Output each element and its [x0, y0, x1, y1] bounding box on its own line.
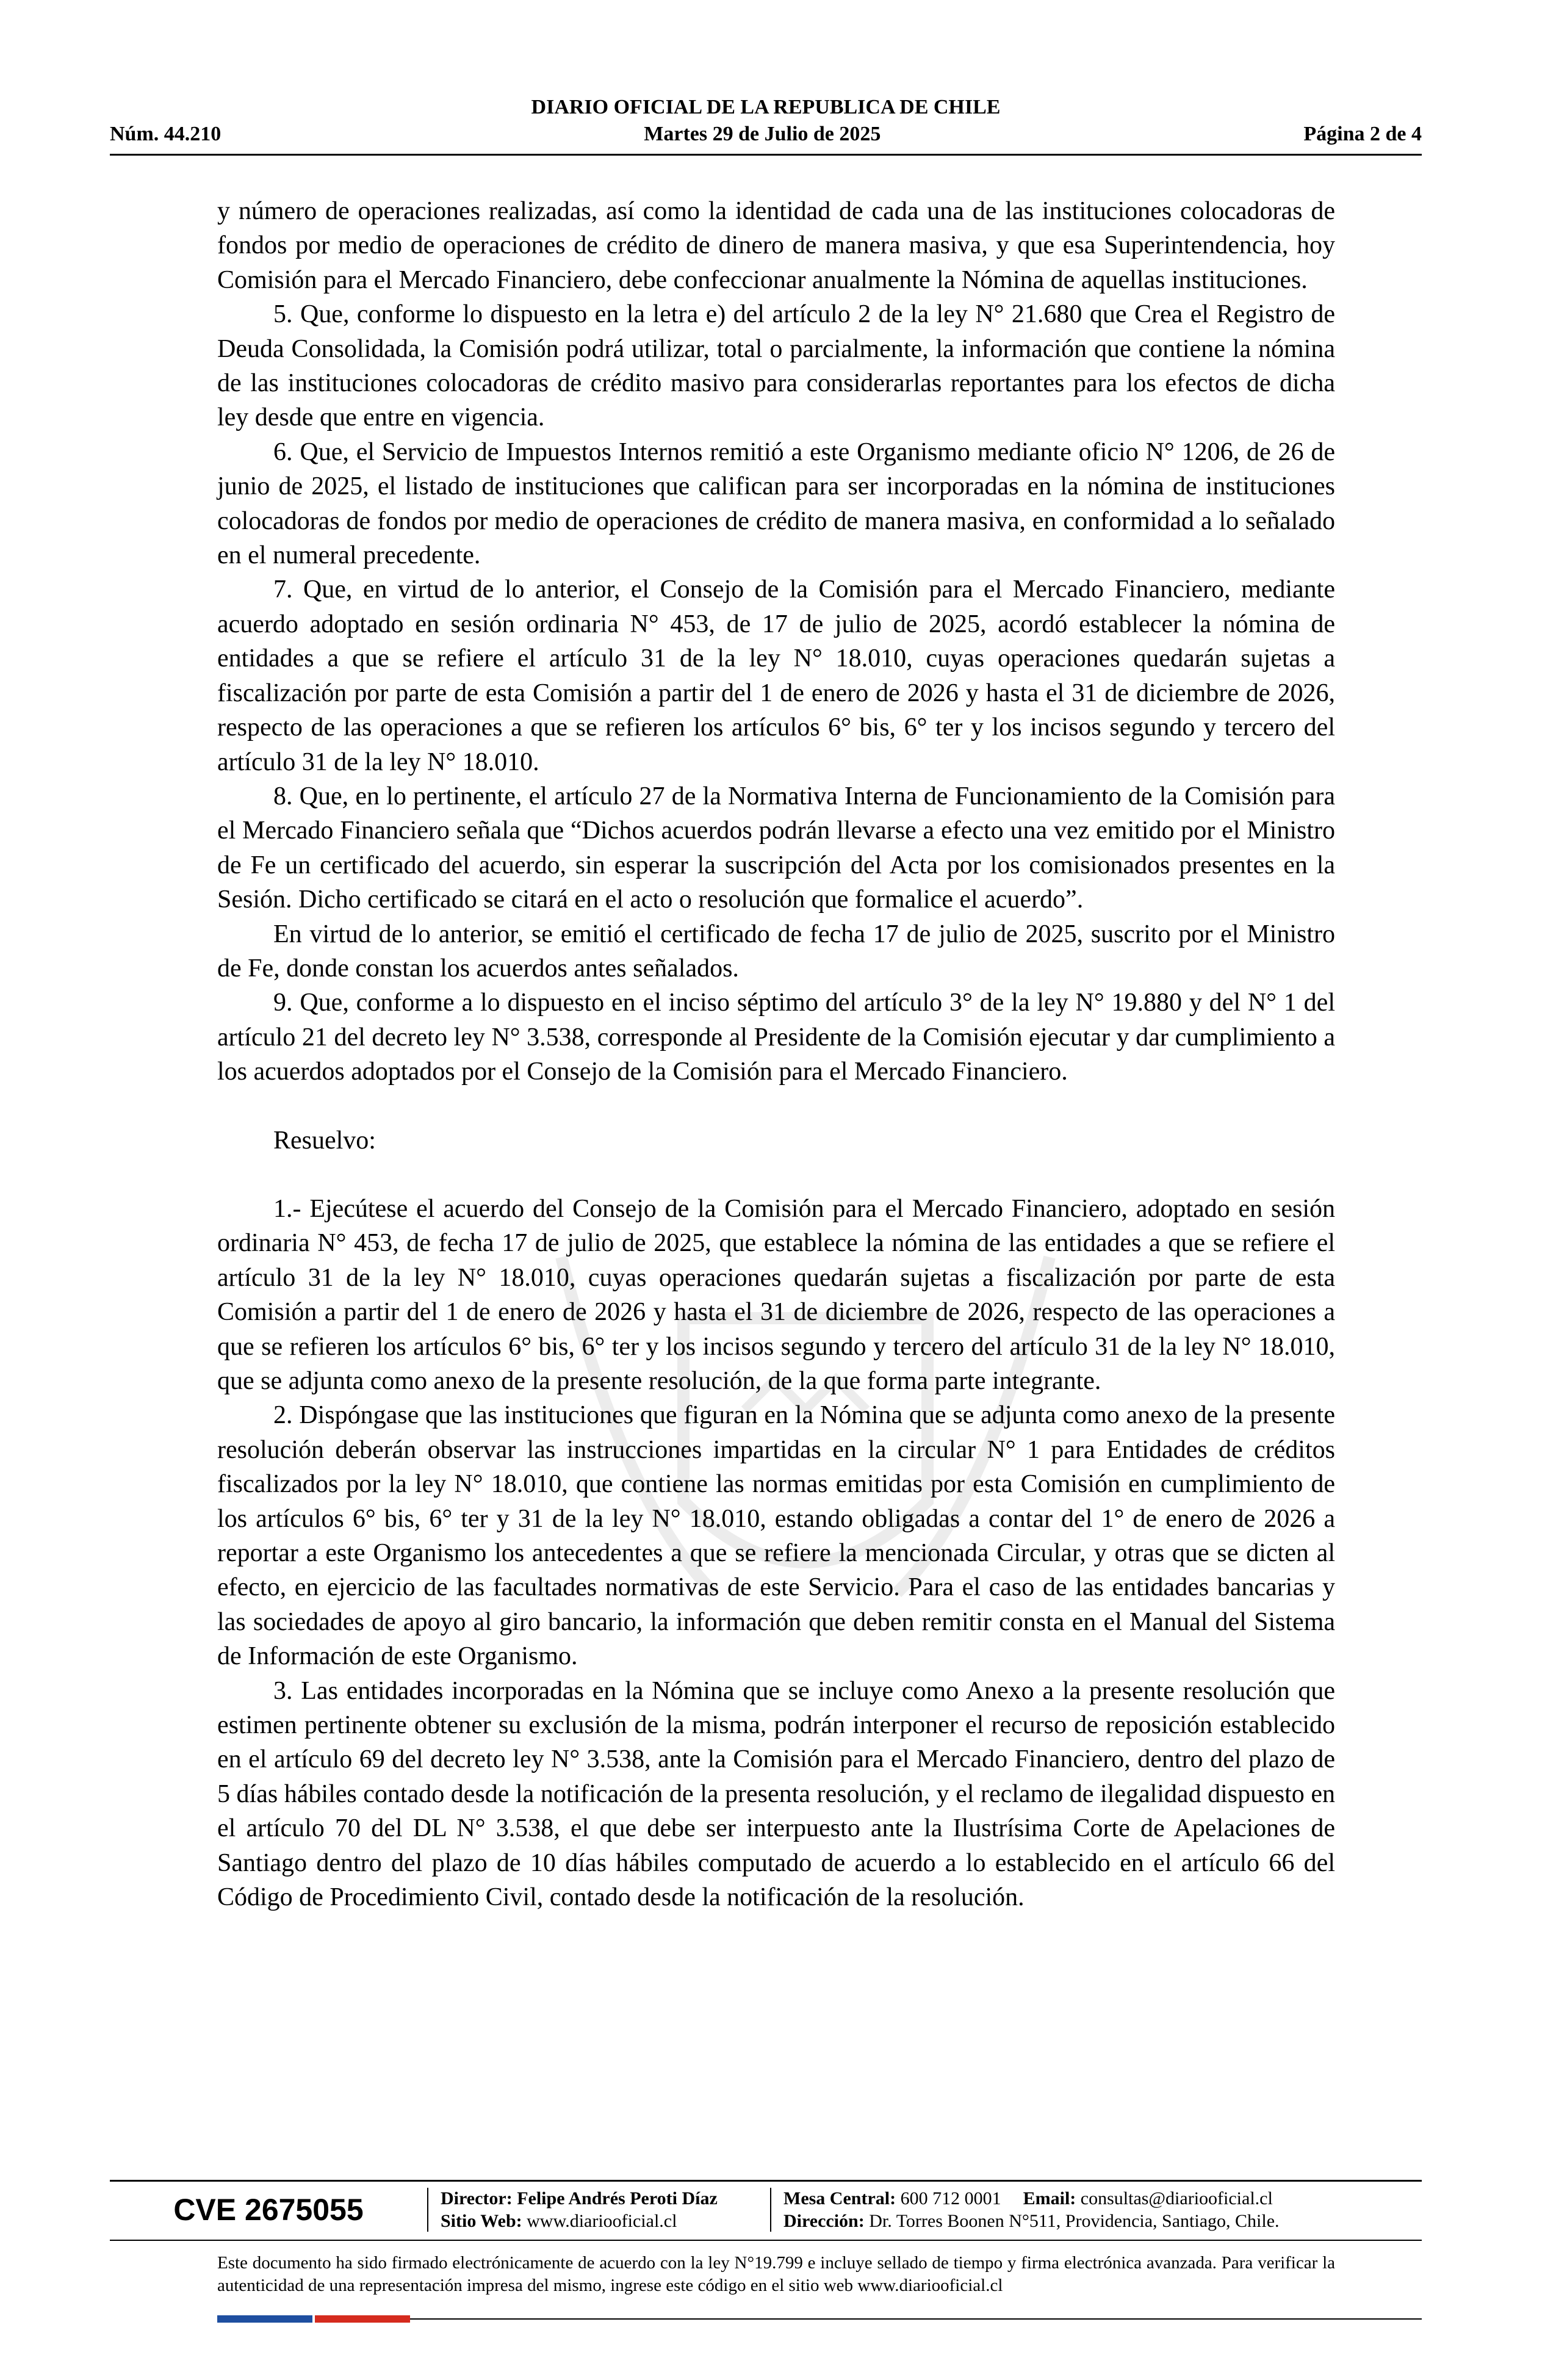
director-name: Felipe Andrés Peroti Díaz	[517, 2188, 718, 2209]
header-divider	[110, 154, 1422, 156]
page-number: Página 2 de 4	[1303, 123, 1422, 145]
website-link[interactable]: www.diariooficial.cl	[527, 2211, 677, 2231]
signature-notice: Este documento ha sido firmado electrónicamente de acuerdo con la ley N°19.799 e incluye sellado de tiempo y firma electrónica avanzada. Para verificar la autenticidad de una representación impresa del mismo, ingrese este código en el sitio web www.diariooficial.cl	[217, 2253, 1335, 2295]
flag-stripe-red	[315, 2315, 410, 2323]
email-label: Email:	[1023, 2188, 1076, 2209]
flag-stripe	[217, 2315, 410, 2323]
address-text: Dr. Torres Boonen N°511, Providencia, Santiago, Chile.	[869, 2211, 1280, 2231]
paragraph-considerando-7: 7. Que, en virtud de lo anterior, el Consejo de la Comisión para el Mercado Financiero, mediante acuerdo adoptado en sesión ordinaria N° 453, de 17 de julio de 2025, acordó establecer la nómina de entidades a que se refiere el artículo 31 de la ley N° 18.010, cuyas operaciones quedarán sujetas a fiscalización por parte de esta Comisión a partir del 1 de enero de 2026 y hasta el 31 de diciembre de 2026, respecto de las operaciones a que se refieren los artículos 6° bis, 6° ter y los incisos segundo y tercero del artículo 31 de la ley N° 18.010.	[217, 575, 1335, 776]
paragraph-considerando-8: 8. Que, en lo pertinente, el artículo 27 de la Normativa Interna de Funcionamiento de la Comisión para el Mercado Financiero señala que “Dichos acuerdos podrán llevarse a efecto una vez emitido por el Ministro de Fe un certificado del acuerdo, sin esperar la suscripción del Acta por los comisionados presentes en la Sesión. Dicho certificado se citará en el acto o resolución que formalice el acuerdo”.	[217, 782, 1335, 914]
footer-bottom-divider	[409, 2318, 1422, 2320]
mesa-central-phone: 600 712 0001	[900, 2188, 1001, 2209]
cve-code: CVE 2675055	[173, 2193, 364, 2227]
paragraph-continuation: y número de operaciones realizadas, así como la identidad de cada una de las instituciones colocadoras de fondos por medio de operaciones de crédito de dinero de manera masiva, y que esa Superintendencia, hoy Comisión para el Mercado Financiero, debe confeccionar anualmente la Nómina de aquellas instituciones.	[217, 197, 1335, 294]
page-header	[110, 94, 1422, 148]
document-body	[217, 194, 1335, 1915]
paragraph-resolucion-3: 3. Las entidades incorporadas en la Nómina que se incluye como Anexo a la presente resolución que estimen pertinente obtener su exclusión de la misma, podrán interponer el recurso de reposición establecido en el artículo 69 del decreto ley N° 3.538, ante la Comisión para el Mercado Financiero, dentro del plazo de 5 días hábiles contado desde la notificación de la presenta resolución, y el reclamo de ilegalidad dispuesto en el artículo 70 del DL N° 3.538, el que debe ser interpuesto ante la Ilustrísima Corte de Apelaciones de Santiago dentro del plazo de 10 días hábiles computado de acuerdo a lo establecido en el artículo 66 del Código de Procedimiento Civil, contado desde la notificación de la resolución.	[217, 1676, 1335, 1912]
footer-contact-block	[771, 2187, 1280, 2232]
issue-number: Núm. 44.210	[110, 123, 222, 145]
paragraph-considerando-5: 5. Que, conforme lo dispuesto en la letra e) del artículo 2 de la ley N° 21.680 que Crea el Registro de Deuda Consolidada, la Comisión podrá utilizar, total o parcialmente, la información que contiene la nómina de las instituciones colocadoras de crédito masivo para considerarlas reportantes para los efectos de dicha ley desde que entre en vigencia.	[217, 300, 1335, 432]
paragraph-resolucion-1: 1.- Ejecútese el acuerdo del Consejo de la Comisión para el Mercado Financiero, adoptado en sesión ordinaria N° 453, de fecha 17 de julio de 2025, que establece la nómina de las entidades a que se refiere el artículo 31 de la ley N° 18.010, cuyas operaciones quedarán sujetas a fiscalización por parte de esta Comisión a partir del 1 de enero de 2026 y hasta el 31 de diciembre de 2026, respecto de las operaciones a que se refieren los artículos 6° bis, 6° ter y los incisos segundo y tercero del artículo 31 de la ley N° 18.010, que se adjunta como anexo de la presente resolución, de la que forma parte integrante.	[217, 1194, 1335, 1395]
mesa-central-label: Mesa Central:	[783, 2188, 896, 2209]
footer-info	[110, 2182, 1422, 2237]
paragraph-resolucion-2: 2. Dispóngase que las instituciones que figuran en la Nómina que se adjunta como anexo de la presente resolución deberán observar las instrucciones impartidas en la circular N° 1 para Entidades de créditos fiscalizados por la ley N° 18.010, que contiene las normas emitidas por esta Comisión en cumplimiento de los artículos 6° bis, 6° ter y 31 de la ley N° 18.010, estando obligadas a contar del 1° de enero de 2026 a reportar a este Organismo los antecedentes a que se refiere la mencionada Circular, y otras que se dicten al efecto, en ejercicio de las facultades normativas de este Servicio. Para el caso de las entidades bancarias y las sociedades de apoyo al giro bancario, la información que deben remitir consta en el Manual del Sistema de Información de este Organismo.	[217, 1401, 1335, 1671]
footer-director-block	[428, 2187, 770, 2232]
director-label: Director:	[441, 2188, 513, 2209]
footer-top-divider	[110, 2180, 1422, 2182]
footer-middle-divider	[110, 2240, 1422, 2241]
paragraph-considerando-9: 9. Que, conforme a lo dispuesto en el inciso séptimo del artículo 3° de la ley N° 19.880 y del N° 1 del artículo 21 del decreto ley N° 3.538, corresponde al Presidente de la Comisión ejecutar y dar cumplimiento a los acuerdos adoptados por el Consejo de la Comisión para el Mercado Financiero.	[217, 989, 1335, 1086]
newspaper-title: DIARIO OFICIAL DE LA REPUBLICA DE CHILE	[531, 96, 1001, 118]
header-meta-row	[110, 121, 1422, 148]
email-link[interactable]: consultas@diariooficial.cl	[1080, 2188, 1273, 2209]
paragraph-certificado: En virtud de lo anterior, se emitió el certificado de fecha 17 de julio de 2025, suscrito por el Ministro de Fe, donde constan los acuerdos antes señalados.	[217, 920, 1335, 983]
flag-stripe-blue	[217, 2315, 312, 2323]
paragraph-considerando-6: 6. Que, el Servicio de Impuestos Internos remitió a este Organismo mediante oficio N° 1206, de 26 de junio de 2025, el listado de instituciones que califican para ser incorporadas en la nómina de instituciones colocadoras de fondos por medio de operaciones de crédito de manera masiva, en conformidad a lo señalado en el numeral precedente.	[217, 438, 1335, 570]
address-label: Dirección:	[783, 2211, 865, 2231]
resuelvo-heading: Resuelvo:	[273, 1126, 376, 1155]
issue-date: Martes 29 de Julio de 2025	[644, 123, 881, 145]
website-label: Sitio Web:	[441, 2211, 522, 2231]
